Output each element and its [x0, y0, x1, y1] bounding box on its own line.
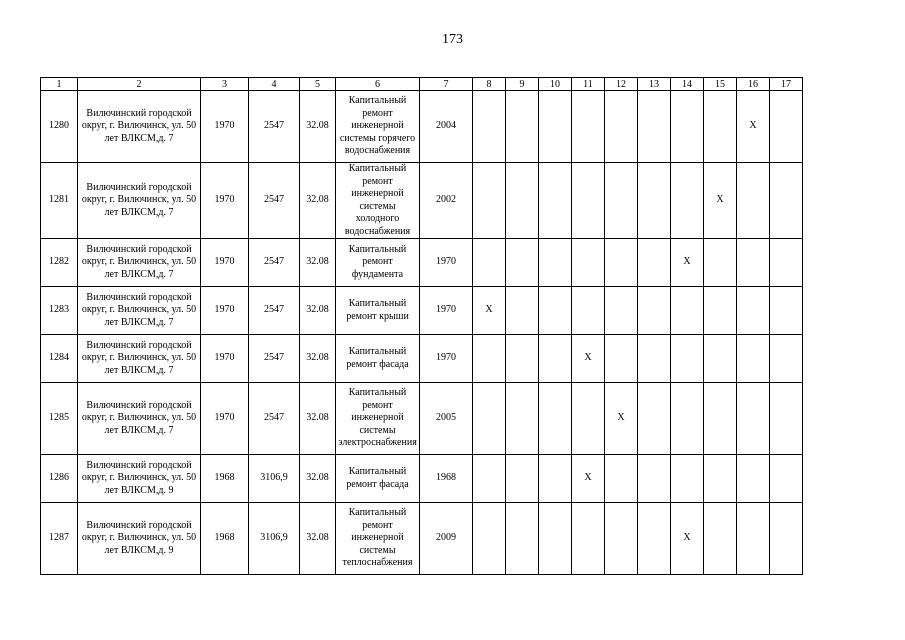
mark-cell — [704, 455, 737, 503]
mark-cell — [605, 503, 638, 575]
mark-cell — [506, 239, 539, 287]
mark-cell — [506, 383, 539, 455]
year-cell: 1970 — [420, 239, 473, 287]
mark-cell — [572, 239, 605, 287]
mark-cell — [737, 335, 770, 383]
mark-cell — [539, 503, 572, 575]
table-row — [41, 455, 803, 503]
area-cell: 3106,9 — [249, 455, 300, 503]
mark-cell: X — [605, 383, 638, 455]
year-cell: 2005 — [420, 383, 473, 455]
year-built-cell: 1970 — [201, 239, 249, 287]
work-type-cell: Капитальный ремонт инженерной системы холодного водоснабжения — [336, 163, 420, 239]
mark-cell — [638, 455, 671, 503]
mark-cell — [539, 163, 572, 239]
mark-cell — [572, 383, 605, 455]
area-cell: 2547 — [249, 163, 300, 239]
row-id: 1281 — [41, 163, 78, 239]
year-built-cell: 1970 — [201, 287, 249, 335]
mark-cell — [737, 239, 770, 287]
work-type-cell: Капитальный ремонт фасада — [336, 335, 420, 383]
mark-cell: X — [473, 287, 506, 335]
work-type-cell: Капитальный ремонт инженерной системы электроснабжения — [336, 383, 420, 455]
column-header: 5 — [300, 78, 336, 91]
mark-cell — [605, 335, 638, 383]
mark-cell — [770, 287, 803, 335]
year-built-cell: 1970 — [201, 335, 249, 383]
year-cell: 2004 — [420, 91, 473, 163]
header-row — [41, 78, 803, 91]
work-type-cell: Капитальный ремонт фасада — [336, 455, 420, 503]
mark-cell — [572, 91, 605, 163]
column-header: 3 — [201, 78, 249, 91]
mark-cell — [704, 91, 737, 163]
row-id: 1280 — [41, 91, 78, 163]
mark-cell — [506, 455, 539, 503]
address-cell: Вилючинский городской округ, г. Вилючинск, ул. 50 лет ВЛКСМ,д. 7 — [78, 383, 201, 455]
mark-cell: X — [704, 163, 737, 239]
row-id: 1285 — [41, 383, 78, 455]
rate-cell: 32.08 — [300, 383, 336, 455]
row-id: 1283 — [41, 287, 78, 335]
column-header: 11 — [572, 78, 605, 91]
column-header: 6 — [336, 78, 420, 91]
address-cell: Вилючинский городской округ, г. Вилючинск, ул. 50 лет ВЛКСМ,д. 9 — [78, 503, 201, 575]
mark-cell — [638, 287, 671, 335]
year-cell: 1970 — [420, 287, 473, 335]
page-number: 173 — [442, 32, 463, 47]
column-header: 17 — [770, 78, 803, 91]
year-built-cell: 1970 — [201, 383, 249, 455]
mark-cell — [473, 163, 506, 239]
area-cell: 2547 — [249, 335, 300, 383]
column-header: 14 — [671, 78, 704, 91]
mark-cell — [506, 335, 539, 383]
data-table — [40, 77, 803, 575]
mark-cell — [704, 503, 737, 575]
column-header: 1 — [41, 78, 78, 91]
mark-cell: X — [572, 335, 605, 383]
mark-cell — [605, 455, 638, 503]
mark-cell: X — [671, 239, 704, 287]
mark-cell — [605, 163, 638, 239]
mark-cell — [671, 383, 704, 455]
work-type-cell: Капитальный ремонт крыши — [336, 287, 420, 335]
mark-cell: X — [737, 91, 770, 163]
rate-cell: 32.08 — [300, 287, 336, 335]
table-row — [41, 163, 803, 239]
table-row — [41, 91, 803, 163]
area-cell: 2547 — [249, 383, 300, 455]
rate-cell: 32.08 — [300, 335, 336, 383]
table-row — [41, 287, 803, 335]
work-type-cell: Капитальный ремонт фундамента — [336, 239, 420, 287]
mark-cell — [473, 383, 506, 455]
area-cell: 2547 — [249, 239, 300, 287]
address-cell: Вилючинский городской округ, г. Вилючинск, ул. 50 лет ВЛКСМ,д. 7 — [78, 239, 201, 287]
row-id: 1284 — [41, 335, 78, 383]
rate-cell: 32.08 — [300, 503, 336, 575]
mark-cell — [539, 91, 572, 163]
mark-cell — [506, 287, 539, 335]
mark-cell — [737, 455, 770, 503]
address-cell: Вилючинский городской округ, г. Вилючинск, ул. 50 лет ВЛКСМ,д. 7 — [78, 335, 201, 383]
rate-cell: 32.08 — [300, 91, 336, 163]
mark-cell — [737, 383, 770, 455]
mark-cell — [638, 335, 671, 383]
work-type-cell: Капитальный ремонт инженерной системы горячего водоснабжения — [336, 91, 420, 163]
year-built-cell: 1968 — [201, 503, 249, 575]
mark-cell — [704, 239, 737, 287]
mark-cell — [737, 163, 770, 239]
table-row — [41, 383, 803, 455]
mark-cell — [770, 335, 803, 383]
mark-cell — [770, 455, 803, 503]
mark-cell — [572, 503, 605, 575]
rate-cell: 32.08 — [300, 455, 336, 503]
mark-cell — [770, 91, 803, 163]
column-header: 9 — [506, 78, 539, 91]
address-cell: Вилючинский городской округ, г. Вилючинск, ул. 50 лет ВЛКСМ,д. 7 — [78, 163, 201, 239]
mark-cell — [638, 503, 671, 575]
mark-cell — [539, 335, 572, 383]
mark-cell — [638, 239, 671, 287]
mark-cell — [473, 335, 506, 383]
mark-cell — [605, 239, 638, 287]
mark-cell — [605, 91, 638, 163]
table-row — [41, 335, 803, 383]
table-row — [41, 239, 803, 287]
row-id: 1282 — [41, 239, 78, 287]
mark-cell — [539, 287, 572, 335]
row-id: 1286 — [41, 455, 78, 503]
address-cell: Вилючинский городской округ, г. Вилючинск, ул. 50 лет ВЛКСМ,д. 7 — [78, 287, 201, 335]
mark-cell — [671, 455, 704, 503]
mark-cell — [539, 383, 572, 455]
mark-cell — [770, 383, 803, 455]
year-built-cell: 1968 — [201, 455, 249, 503]
mark-cell — [572, 287, 605, 335]
mark-cell — [473, 239, 506, 287]
column-header: 4 — [249, 78, 300, 91]
year-built-cell: 1970 — [201, 163, 249, 239]
work-type-cell: Капитальный ремонт инженерной системы теплоснабжения — [336, 503, 420, 575]
row-id: 1287 — [41, 503, 78, 575]
mark-cell — [638, 383, 671, 455]
column-header: 8 — [473, 78, 506, 91]
mark-cell — [704, 383, 737, 455]
mark-cell — [473, 455, 506, 503]
rate-cell: 32.08 — [300, 239, 336, 287]
area-cell: 3106,9 — [249, 503, 300, 575]
area-cell: 2547 — [249, 91, 300, 163]
mark-cell — [638, 91, 671, 163]
mark-cell — [539, 239, 572, 287]
mark-cell — [737, 287, 770, 335]
mark-cell: X — [572, 455, 605, 503]
column-header: 7 — [420, 78, 473, 91]
mark-cell — [770, 239, 803, 287]
column-header: 15 — [704, 78, 737, 91]
year-cell: 2009 — [420, 503, 473, 575]
area-cell: 2547 — [249, 287, 300, 335]
year-cell: 2002 — [420, 163, 473, 239]
mark-cell — [473, 91, 506, 163]
column-header: 16 — [737, 78, 770, 91]
mark-cell — [671, 335, 704, 383]
year-built-cell: 1970 — [201, 91, 249, 163]
column-header: 12 — [605, 78, 638, 91]
year-cell: 1968 — [420, 455, 473, 503]
rate-cell: 32.08 — [300, 163, 336, 239]
mark-cell — [770, 163, 803, 239]
mark-cell — [770, 503, 803, 575]
table-row — [41, 503, 803, 575]
mark-cell: X — [671, 503, 704, 575]
year-cell: 1970 — [420, 335, 473, 383]
mark-cell — [605, 287, 638, 335]
mark-cell — [506, 163, 539, 239]
mark-cell — [704, 287, 737, 335]
mark-cell — [737, 503, 770, 575]
column-header: 10 — [539, 78, 572, 91]
address-cell: Вилючинский городской округ, г. Вилючинск, ул. 50 лет ВЛКСМ,д. 7 — [78, 91, 201, 163]
mark-cell — [473, 503, 506, 575]
mark-cell — [506, 91, 539, 163]
address-cell: Вилючинский городской округ, г. Вилючинск, ул. 50 лет ВЛКСМ,д. 9 — [78, 455, 201, 503]
column-header: 2 — [78, 78, 201, 91]
mark-cell — [638, 163, 671, 239]
mark-cell — [671, 287, 704, 335]
column-header: 13 — [638, 78, 671, 91]
mark-cell — [572, 163, 605, 239]
mark-cell — [704, 335, 737, 383]
mark-cell — [671, 91, 704, 163]
mark-cell — [506, 503, 539, 575]
mark-cell — [671, 163, 704, 239]
mark-cell — [539, 455, 572, 503]
